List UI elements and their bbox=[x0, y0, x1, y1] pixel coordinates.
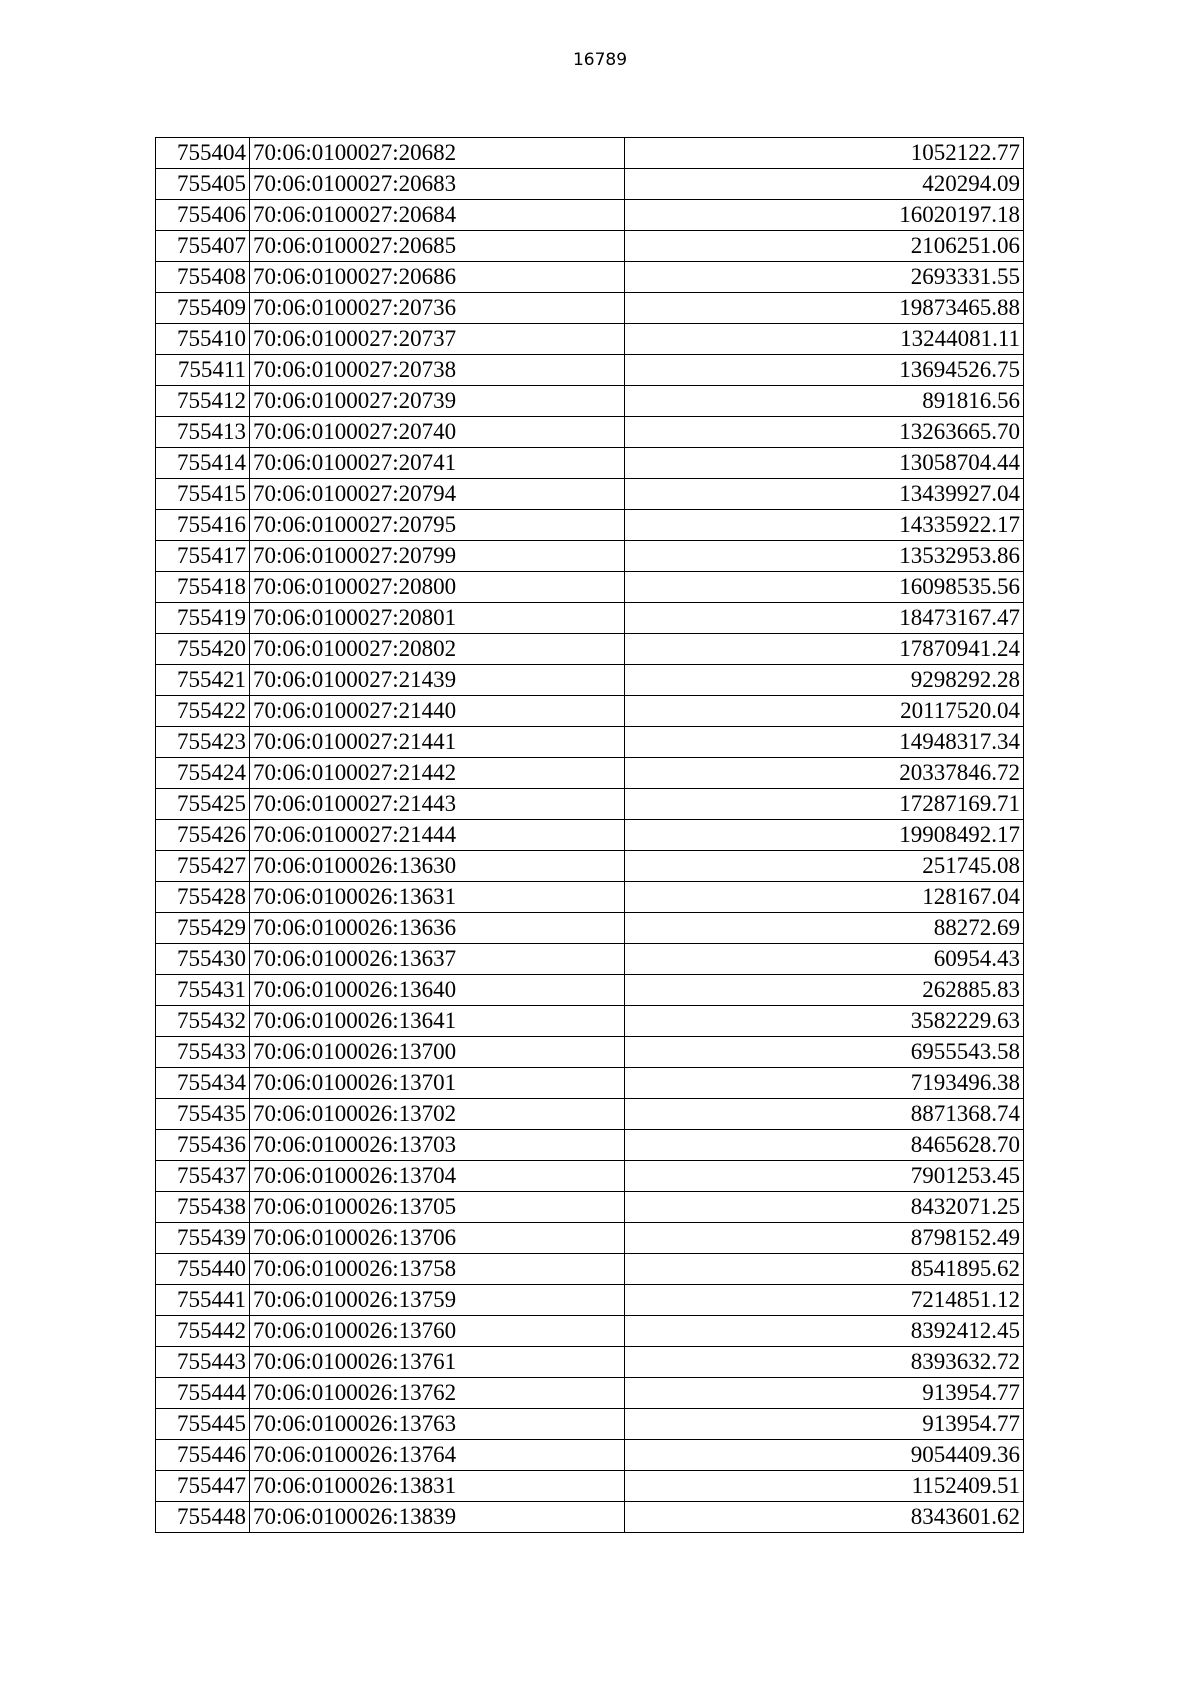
row-number-cell: 755413 bbox=[156, 417, 250, 448]
cadastral-value-cell: 262885.83 bbox=[625, 975, 1024, 1006]
table-row bbox=[156, 1409, 1024, 1440]
cadastral-value-cell: 891816.56 bbox=[625, 386, 1024, 417]
table-row bbox=[156, 324, 1024, 355]
cadastral-value-cell: 8393632.72 bbox=[625, 1347, 1024, 1378]
row-number-cell: 755418 bbox=[156, 572, 250, 603]
cadastral-number-cell: 70:06:0100026:13761 bbox=[250, 1347, 625, 1378]
cadastral-number-cell: 70:06:0100027:20683 bbox=[250, 169, 625, 200]
row-number-cell: 755414 bbox=[156, 448, 250, 479]
cadastral-value-cell: 9298292.28 bbox=[625, 665, 1024, 696]
cadastral-value-cell: 1152409.51 bbox=[625, 1471, 1024, 1502]
table-row bbox=[156, 727, 1024, 758]
cadastral-number-cell: 70:06:0100027:21439 bbox=[250, 665, 625, 696]
cadastral-value-cell: 2106251.06 bbox=[625, 231, 1024, 262]
cadastral-value-cell: 14335922.17 bbox=[625, 510, 1024, 541]
cadastral-number-cell: 70:06:0100026:13630 bbox=[250, 851, 625, 882]
table-body bbox=[156, 138, 1024, 1533]
page-number: 16789 bbox=[572, 50, 628, 70]
row-number-cell: 755420 bbox=[156, 634, 250, 665]
table-row bbox=[156, 882, 1024, 913]
table-row bbox=[156, 1099, 1024, 1130]
table-row bbox=[156, 758, 1024, 789]
table-row bbox=[156, 665, 1024, 696]
cadastral-number-cell: 70:06:0100027:21440 bbox=[250, 696, 625, 727]
row-number-cell: 755422 bbox=[156, 696, 250, 727]
cadastral-value-cell: 420294.09 bbox=[625, 169, 1024, 200]
row-number-cell: 755419 bbox=[156, 603, 250, 634]
row-number-cell: 755406 bbox=[156, 200, 250, 231]
cadastral-value-table bbox=[155, 137, 1024, 1533]
cadastral-number-cell: 70:06:0100027:20685 bbox=[250, 231, 625, 262]
table-row bbox=[156, 975, 1024, 1006]
cadastral-value-cell: 8343601.62 bbox=[625, 1502, 1024, 1533]
table-row bbox=[156, 1347, 1024, 1378]
table-row bbox=[156, 138, 1024, 169]
row-number-cell: 755431 bbox=[156, 975, 250, 1006]
row-number-cell: 755434 bbox=[156, 1068, 250, 1099]
cadastral-number-cell: 70:06:0100026:13703 bbox=[250, 1130, 625, 1161]
row-number-cell: 755448 bbox=[156, 1502, 250, 1533]
cadastral-value-cell: 7193496.38 bbox=[625, 1068, 1024, 1099]
cadastral-number-cell: 70:06:0100027:20739 bbox=[250, 386, 625, 417]
row-number-cell: 755443 bbox=[156, 1347, 250, 1378]
row-number-cell: 755445 bbox=[156, 1409, 250, 1440]
cadastral-number-cell: 70:06:0100026:13704 bbox=[250, 1161, 625, 1192]
cadastral-value-cell: 17870941.24 bbox=[625, 634, 1024, 665]
table-row bbox=[156, 200, 1024, 231]
cadastral-value-cell: 7901253.45 bbox=[625, 1161, 1024, 1192]
cadastral-number-cell: 70:06:0100026:13701 bbox=[250, 1068, 625, 1099]
cadastral-value-cell: 13532953.86 bbox=[625, 541, 1024, 572]
row-number-cell: 755405 bbox=[156, 169, 250, 200]
table-row bbox=[156, 1161, 1024, 1192]
table-row bbox=[156, 634, 1024, 665]
cadastral-number-cell: 70:06:0100026:13706 bbox=[250, 1223, 625, 1254]
table-row bbox=[156, 1316, 1024, 1347]
cadastral-number-cell: 70:06:0100027:20684 bbox=[250, 200, 625, 231]
cadastral-value-cell: 128167.04 bbox=[625, 882, 1024, 913]
table-row bbox=[156, 262, 1024, 293]
cadastral-number-cell: 70:06:0100027:20686 bbox=[250, 262, 625, 293]
row-number-cell: 755404 bbox=[156, 138, 250, 169]
table-row bbox=[156, 510, 1024, 541]
row-number-cell: 755441 bbox=[156, 1285, 250, 1316]
cadastral-number-cell: 70:06:0100026:13631 bbox=[250, 882, 625, 913]
cadastral-value-cell: 8798152.49 bbox=[625, 1223, 1024, 1254]
table-row bbox=[156, 1440, 1024, 1471]
row-number-cell: 755423 bbox=[156, 727, 250, 758]
cadastral-value-cell: 3582229.63 bbox=[625, 1006, 1024, 1037]
table-row bbox=[156, 231, 1024, 262]
cadastral-number-cell: 70:06:0100026:13637 bbox=[250, 944, 625, 975]
cadastral-number-cell: 70:06:0100027:20738 bbox=[250, 355, 625, 386]
cadastral-number-cell: 70:06:0100026:13760 bbox=[250, 1316, 625, 1347]
row-number-cell: 755439 bbox=[156, 1223, 250, 1254]
cadastral-number-cell: 70:06:0100026:13641 bbox=[250, 1006, 625, 1037]
cadastral-number-cell: 70:06:0100026:13762 bbox=[250, 1378, 625, 1409]
cadastral-number-cell: 70:06:0100027:20736 bbox=[250, 293, 625, 324]
cadastral-number-cell: 70:06:0100026:13640 bbox=[250, 975, 625, 1006]
row-number-cell: 755446 bbox=[156, 1440, 250, 1471]
cadastral-value-cell: 913954.77 bbox=[625, 1409, 1024, 1440]
cadastral-number-cell: 70:06:0100027:20799 bbox=[250, 541, 625, 572]
row-number-cell: 755427 bbox=[156, 851, 250, 882]
cadastral-value-cell: 13263665.70 bbox=[625, 417, 1024, 448]
table-row bbox=[156, 572, 1024, 603]
row-number-cell: 755429 bbox=[156, 913, 250, 944]
row-number-cell: 755407 bbox=[156, 231, 250, 262]
table-row bbox=[156, 386, 1024, 417]
cadastral-value-cell: 913954.77 bbox=[625, 1378, 1024, 1409]
row-number-cell: 755440 bbox=[156, 1254, 250, 1285]
cadastral-number-cell: 70:06:0100026:13700 bbox=[250, 1037, 625, 1068]
table-row bbox=[156, 541, 1024, 572]
row-number-cell: 755417 bbox=[156, 541, 250, 572]
cadastral-number-cell: 70:06:0100027:20737 bbox=[250, 324, 625, 355]
row-number-cell: 755408 bbox=[156, 262, 250, 293]
row-number-cell: 755447 bbox=[156, 1471, 250, 1502]
table-row bbox=[156, 1130, 1024, 1161]
table-row bbox=[156, 448, 1024, 479]
row-number-cell: 755438 bbox=[156, 1192, 250, 1223]
cadastral-value-cell: 19873465.88 bbox=[625, 293, 1024, 324]
row-number-cell: 755426 bbox=[156, 820, 250, 851]
row-number-cell: 755421 bbox=[156, 665, 250, 696]
row-number-cell: 755437 bbox=[156, 1161, 250, 1192]
cadastral-value-cell: 8392412.45 bbox=[625, 1316, 1024, 1347]
cadastral-value-cell: 13694526.75 bbox=[625, 355, 1024, 386]
cadastral-value-cell: 8871368.74 bbox=[625, 1099, 1024, 1130]
table-row bbox=[156, 944, 1024, 975]
row-number-cell: 755411 bbox=[156, 355, 250, 386]
table-row bbox=[156, 1068, 1024, 1099]
table-row bbox=[156, 1502, 1024, 1533]
cadastral-number-cell: 70:06:0100027:20801 bbox=[250, 603, 625, 634]
row-number-cell: 755425 bbox=[156, 789, 250, 820]
table-row bbox=[156, 1223, 1024, 1254]
row-number-cell: 755430 bbox=[156, 944, 250, 975]
cadastral-value-cell: 13244081.11 bbox=[625, 324, 1024, 355]
cadastral-number-cell: 70:06:0100027:20795 bbox=[250, 510, 625, 541]
row-number-cell: 755428 bbox=[156, 882, 250, 913]
row-number-cell: 755436 bbox=[156, 1130, 250, 1161]
cadastral-value-cell: 60954.43 bbox=[625, 944, 1024, 975]
cadastral-value-cell: 19908492.17 bbox=[625, 820, 1024, 851]
cadastral-number-cell: 70:06:0100027:20682 bbox=[250, 138, 625, 169]
row-number-cell: 755416 bbox=[156, 510, 250, 541]
table-row bbox=[156, 1285, 1024, 1316]
cadastral-value-cell: 88272.69 bbox=[625, 913, 1024, 944]
cadastral-value-cell: 14948317.34 bbox=[625, 727, 1024, 758]
table-row bbox=[156, 479, 1024, 510]
row-number-cell: 755433 bbox=[156, 1037, 250, 1068]
cadastral-value-cell: 1052122.77 bbox=[625, 138, 1024, 169]
table-row bbox=[156, 1254, 1024, 1285]
row-number-cell: 755412 bbox=[156, 386, 250, 417]
cadastral-value-cell: 8432071.25 bbox=[625, 1192, 1024, 1223]
cadastral-value-cell: 7214851.12 bbox=[625, 1285, 1024, 1316]
table-row bbox=[156, 851, 1024, 882]
table-row bbox=[156, 355, 1024, 386]
cadastral-value-cell: 20337846.72 bbox=[625, 758, 1024, 789]
row-number-cell: 755409 bbox=[156, 293, 250, 324]
table-row bbox=[156, 603, 1024, 634]
cadastral-value-cell: 18473167.47 bbox=[625, 603, 1024, 634]
table-row bbox=[156, 1471, 1024, 1502]
cadastral-number-cell: 70:06:0100026:13764 bbox=[250, 1440, 625, 1471]
cadastral-value-cell: 20117520.04 bbox=[625, 696, 1024, 727]
row-number-cell: 755424 bbox=[156, 758, 250, 789]
row-number-cell: 755415 bbox=[156, 479, 250, 510]
cadastral-value-cell: 251745.08 bbox=[625, 851, 1024, 882]
row-number-cell: 755435 bbox=[156, 1099, 250, 1130]
row-number-cell: 755444 bbox=[156, 1378, 250, 1409]
cadastral-number-cell: 70:06:0100027:20800 bbox=[250, 572, 625, 603]
table-row bbox=[156, 293, 1024, 324]
cadastral-number-cell: 70:06:0100027:21443 bbox=[250, 789, 625, 820]
cadastral-number-cell: 70:06:0100026:13763 bbox=[250, 1409, 625, 1440]
cadastral-number-cell: 70:06:0100027:20794 bbox=[250, 479, 625, 510]
table-row bbox=[156, 696, 1024, 727]
cadastral-number-cell: 70:06:0100026:13839 bbox=[250, 1502, 625, 1533]
cadastral-number-cell: 70:06:0100027:20740 bbox=[250, 417, 625, 448]
cadastral-number-cell: 70:06:0100027:21444 bbox=[250, 820, 625, 851]
cadastral-number-cell: 70:06:0100026:13702 bbox=[250, 1099, 625, 1130]
row-number-cell: 755442 bbox=[156, 1316, 250, 1347]
cadastral-number-cell: 70:06:0100026:13758 bbox=[250, 1254, 625, 1285]
table-row bbox=[156, 1037, 1024, 1068]
cadastral-value-cell: 17287169.71 bbox=[625, 789, 1024, 820]
row-number-cell: 755432 bbox=[156, 1006, 250, 1037]
cadastral-value-cell: 8541895.62 bbox=[625, 1254, 1024, 1285]
table-row bbox=[156, 417, 1024, 448]
cadastral-value-cell: 13058704.44 bbox=[625, 448, 1024, 479]
cadastral-number-cell: 70:06:0100027:20802 bbox=[250, 634, 625, 665]
table-row bbox=[156, 1378, 1024, 1409]
cadastral-number-cell: 70:06:0100027:21441 bbox=[250, 727, 625, 758]
table-row bbox=[156, 169, 1024, 200]
cadastral-number-cell: 70:06:0100027:21442 bbox=[250, 758, 625, 789]
cadastral-value-cell: 8465628.70 bbox=[625, 1130, 1024, 1161]
table-row bbox=[156, 789, 1024, 820]
cadastral-value-cell: 13439927.04 bbox=[625, 479, 1024, 510]
cadastral-value-cell: 16020197.18 bbox=[625, 200, 1024, 231]
table-row bbox=[156, 913, 1024, 944]
cadastral-number-cell: 70:06:0100026:13831 bbox=[250, 1471, 625, 1502]
row-number-cell: 755410 bbox=[156, 324, 250, 355]
cadastral-number-cell: 70:06:0100027:20741 bbox=[250, 448, 625, 479]
cadastral-value-cell: 9054409.36 bbox=[625, 1440, 1024, 1471]
cadastral-number-cell: 70:06:0100026:13636 bbox=[250, 913, 625, 944]
table-row bbox=[156, 1192, 1024, 1223]
cadastral-value-cell: 16098535.56 bbox=[625, 572, 1024, 603]
cadastral-number-cell: 70:06:0100026:13705 bbox=[250, 1192, 625, 1223]
table-row bbox=[156, 820, 1024, 851]
cadastral-value-cell: 6955543.58 bbox=[625, 1037, 1024, 1068]
cadastral-value-cell: 2693331.55 bbox=[625, 262, 1024, 293]
table-row bbox=[156, 1006, 1024, 1037]
cadastral-number-cell: 70:06:0100026:13759 bbox=[250, 1285, 625, 1316]
